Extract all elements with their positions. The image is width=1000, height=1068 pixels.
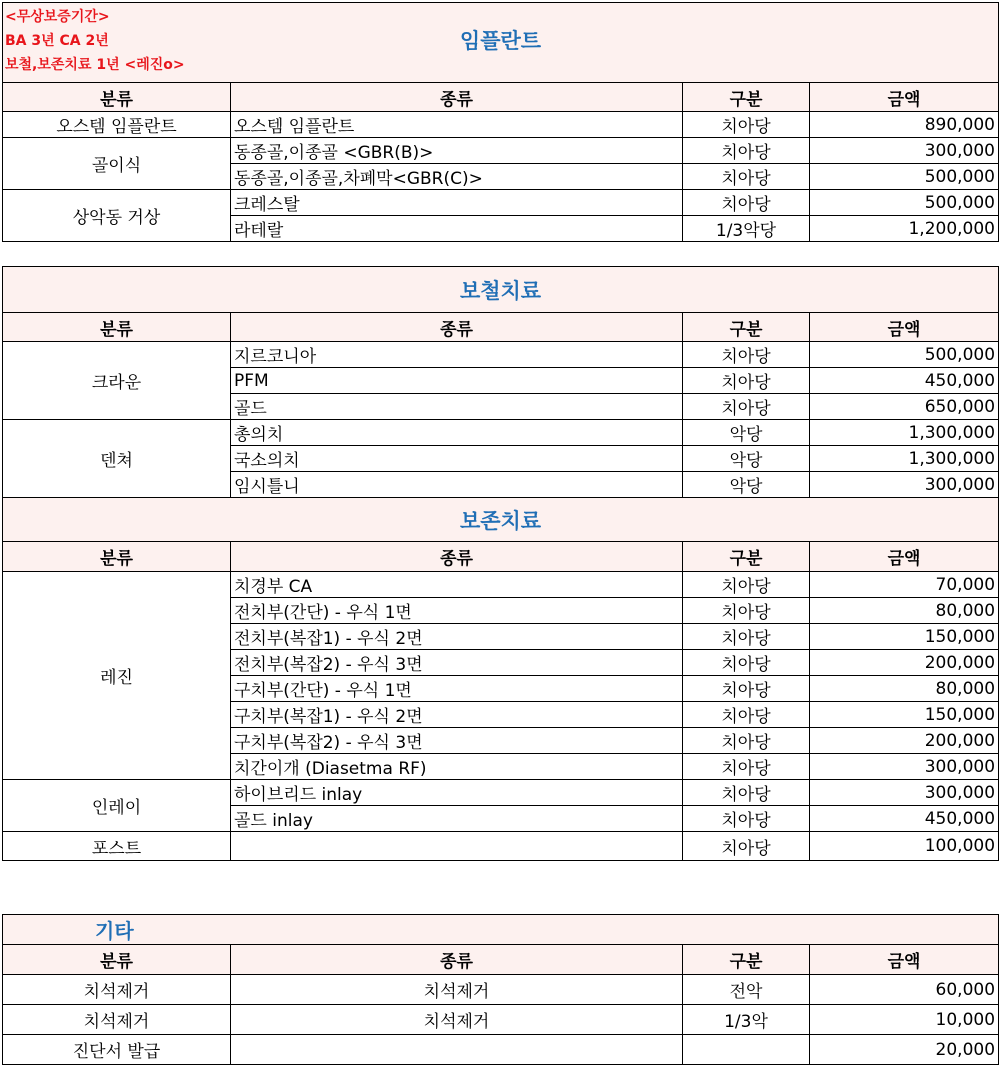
header-price: 금액 — [810, 945, 999, 975]
category-cell: 인레이 — [3, 780, 231, 832]
type-cell: 라테랄 — [231, 216, 683, 242]
unit-cell: 치아당 — [683, 728, 810, 754]
table-row — [3, 780, 999, 806]
table-row — [3, 572, 999, 598]
category-cell: 치석제거 — [3, 975, 231, 1005]
type-cell: 동종골,이종골 <GBR(B)> — [231, 138, 683, 164]
type-cell: 골드 inlay — [231, 806, 683, 832]
header-type: 종류 — [231, 542, 683, 572]
type-cell: PFM — [231, 368, 683, 394]
price-cell: 1,200,000 — [810, 216, 999, 242]
type-cell: 전치부(복잡1) - 우식 2면 — [231, 624, 683, 650]
header-category: 분류 — [3, 313, 231, 342]
price-cell: 150,000 — [810, 624, 999, 650]
type-cell: 치경부 CA — [231, 572, 683, 598]
type-cell: 구치부(복잡1) - 우식 2면 — [231, 702, 683, 728]
header-category: 분류 — [3, 83, 231, 112]
unit-cell: 악당 — [683, 446, 810, 472]
type-cell: 구치부(복잡2) - 우식 3면 — [231, 728, 683, 754]
price-cell: 500,000 — [810, 164, 999, 190]
unit-cell: 치아당 — [683, 164, 810, 190]
price-cell: 300,000 — [810, 472, 999, 498]
price-cell: 450,000 — [810, 806, 999, 832]
type-cell — [231, 1035, 683, 1065]
category-cell: 덴쳐 — [3, 420, 231, 498]
prosthetic-title: 보철치료 — [3, 267, 999, 313]
unit-cell: 1/3악당 — [683, 216, 810, 242]
warranty-line-2: BA 3년 CA 2년 — [5, 33, 109, 49]
type-cell: 크레스탈 — [231, 190, 683, 216]
unit-cell: 치아당 — [683, 806, 810, 832]
table-row — [3, 832, 999, 861]
header-price: 금액 — [810, 83, 999, 112]
prosthetic-table — [2, 266, 999, 861]
unit-cell: 치아당 — [683, 342, 810, 368]
header-type: 종류 — [231, 313, 683, 342]
header-type: 종류 — [231, 83, 683, 112]
header-unit: 구분 — [683, 945, 810, 975]
price-cell: 100,000 — [810, 832, 999, 861]
unit-cell: 악당 — [683, 420, 810, 446]
category-cell: 포스트 — [3, 832, 231, 861]
header-unit: 구분 — [683, 542, 810, 572]
type-cell: 동종골,이종골,차폐막<GBR(C)> — [231, 164, 683, 190]
category-cell: 크라운 — [3, 342, 231, 420]
unit-cell: 치아당 — [683, 368, 810, 394]
header-unit: 구분 — [683, 83, 810, 112]
category-cell: 레진 — [3, 572, 231, 780]
price-cell: 500,000 — [810, 342, 999, 368]
category-cell: 골이식 — [3, 138, 231, 190]
price-cell: 500,000 — [810, 190, 999, 216]
price-cell: 890,000 — [810, 112, 999, 138]
category-cell: 치석제거 — [3, 1005, 231, 1035]
header-category: 분류 — [3, 542, 231, 572]
implant-table — [2, 2, 999, 242]
table-row — [3, 112, 999, 138]
table-row — [3, 975, 999, 1005]
header-unit: 구분 — [683, 313, 810, 342]
unit-cell: 전악 — [683, 975, 810, 1005]
price-cell: 20,000 — [810, 1035, 999, 1065]
price-cell: 450,000 — [810, 368, 999, 394]
type-cell — [231, 832, 683, 861]
unit-cell: 치아당 — [683, 598, 810, 624]
etc-banner — [3, 915, 999, 945]
price-cell: 1,300,000 — [810, 420, 999, 446]
price-cell: 80,000 — [810, 676, 999, 702]
header-type: 종류 — [231, 945, 683, 975]
table-row — [3, 190, 999, 216]
unit-cell: 치아당 — [683, 112, 810, 138]
table-row — [3, 1005, 999, 1035]
price-cell: 80,000 — [810, 598, 999, 624]
unit-cell: 치아당 — [683, 676, 810, 702]
category-cell: 진단서 발급 — [3, 1035, 231, 1065]
price-cell: 200,000 — [810, 728, 999, 754]
table-row — [3, 1035, 999, 1065]
unit-cell: 치아당 — [683, 138, 810, 164]
warranty-line-1: <무상보증기간> — [5, 9, 110, 25]
unit-cell: 치아당 — [683, 780, 810, 806]
etc-section — [2, 914, 998, 1065]
type-cell: 전치부(복잡2) - 우식 3면 — [231, 650, 683, 676]
table-row — [3, 342, 999, 368]
unit-cell: 치아당 — [683, 832, 810, 861]
table-row — [3, 420, 999, 446]
category-cell: 오스템 임플란트 — [3, 112, 231, 138]
price-cell: 200,000 — [810, 650, 999, 676]
unit-cell: 치아당 — [683, 754, 810, 780]
type-cell: 임시틀니 — [231, 472, 683, 498]
type-cell: 지르코니아 — [231, 342, 683, 368]
price-cell: 1,300,000 — [810, 446, 999, 472]
table-row — [3, 138, 999, 164]
type-cell: 국소의치 — [231, 446, 683, 472]
type-cell: 전치부(간단) - 우식 1면 — [231, 598, 683, 624]
type-cell: 치석제거 — [231, 975, 683, 1005]
unit-cell — [683, 1035, 810, 1065]
category-cell: 상악동 거상 — [3, 190, 231, 242]
implant-title: 임플란트 — [459, 29, 542, 53]
header-price: 금액 — [810, 542, 999, 572]
header-category: 분류 — [3, 945, 231, 975]
unit-cell: 치아당 — [683, 190, 810, 216]
unit-cell: 1/3악 — [683, 1005, 810, 1035]
unit-cell: 치아당 — [683, 572, 810, 598]
type-cell: 오스템 임플란트 — [231, 112, 683, 138]
price-cell: 300,000 — [810, 754, 999, 780]
price-cell: 70,000 — [810, 572, 999, 598]
price-cell: 10,000 — [810, 1005, 999, 1035]
unit-cell: 악당 — [683, 472, 810, 498]
type-cell: 치석제거 — [231, 1005, 683, 1035]
type-cell: 골드 — [231, 394, 683, 420]
type-cell: 하이브리드 inlay — [231, 780, 683, 806]
type-cell: 치간이개 (Diasetma RF) — [231, 754, 683, 780]
type-cell: 구치부(간단) - 우식 1면 — [231, 676, 683, 702]
unit-cell: 치아당 — [683, 650, 810, 676]
warranty-line-3: 보철,보존치료 1년 <레진o> — [5, 57, 185, 73]
unit-cell: 치아당 — [683, 624, 810, 650]
etc-table — [2, 914, 999, 1065]
implant-banner — [3, 3, 999, 83]
type-cell: 총의치 — [231, 420, 683, 446]
implant-section — [2, 2, 998, 242]
price-cell: 300,000 — [810, 780, 999, 806]
conservative-title: 보존치료 — [3, 498, 999, 542]
price-cell: 150,000 — [810, 702, 999, 728]
price-cell: 60,000 — [810, 975, 999, 1005]
header-price: 금액 — [810, 313, 999, 342]
price-cell: 650,000 — [810, 394, 999, 420]
unit-cell: 치아당 — [683, 394, 810, 420]
unit-cell: 치아당 — [683, 702, 810, 728]
prosthetic-conservative-section — [2, 266, 998, 861]
etc-title: 기타 — [95, 919, 134, 943]
price-cell: 300,000 — [810, 138, 999, 164]
